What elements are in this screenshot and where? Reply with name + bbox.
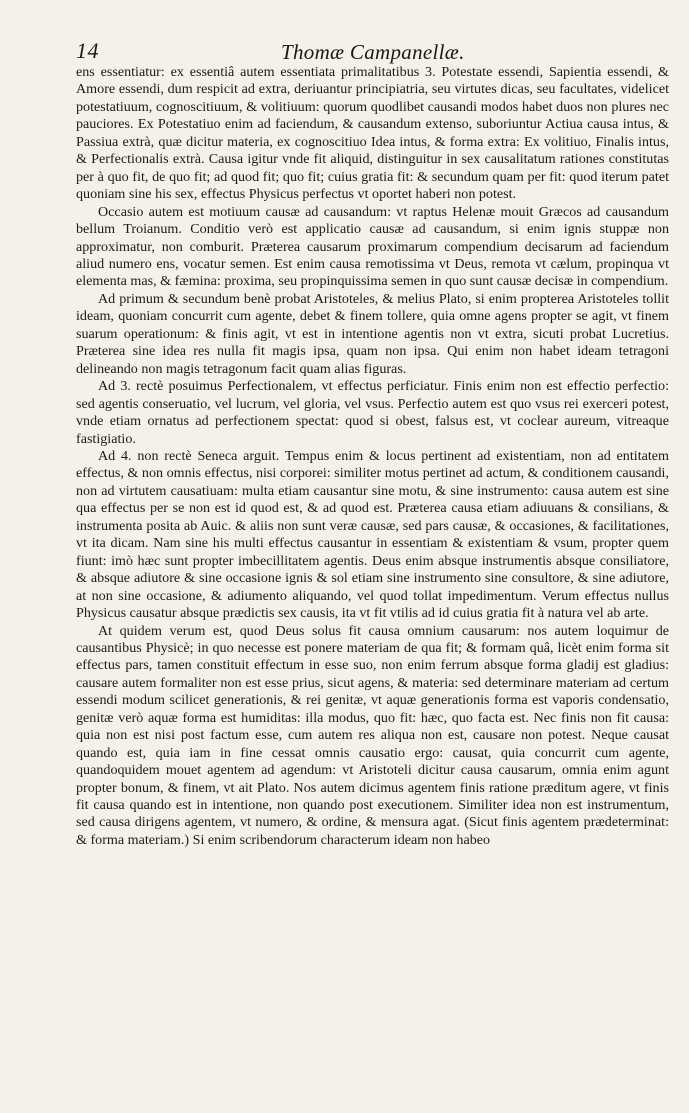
page-header <box>76 30 669 68</box>
paragraph: Occasio autem est motiuum causæ ad causandum: vt raptus Helenæ mouit Græcos ad causandum bellum Troianum. Conditio verò est applicatio causæ ad causandum, si enim ignis stuppæ non approximatur, non comburit. Præterea causarum proximarum compendium decisarum ad faciendum aliud numero ens, vocatur semen. Est enim causa remotissima vt Deus, remota vt cælum, propinqua vt elementa mas, & fæmina: proxima, seu propinquissima semen in quo sunt causæ decisæ in compendium. <box>76 203 669 290</box>
paragraph: Ad 3. rectè posuimus Perfectionalem, vt effectus perficiatur. Finis enim non est effectio perfectio: sed agentis conseruatio, vel lucrum, vel gloria, vel vsus. Perfectio autem est quo vsus rei exerceri potest, vnde etiam ornatus ad perfectionem spectat: quod si obest, falsus est, vt coclear aureum, vitreaque fastigiatio. <box>76 378 669 447</box>
paragraph: Ad primum & secundum benè probat Aristoteles, & melius Plato, si enim propterea Aristoteles tollit ideam, quoniam concurrit cum agente, debet & finem tollere, quia omne agens propter se agit, vt finem suarum operationum: & finis agit, vt est in intentione agentis non vt extra, sicuti probat Lucretius. Præterea sine idea res nulla fit magis ipsa, quam non ipsa. Qui enim non habet ideam tetragoni delineando non magis tetragonum facit quam alias figuras. <box>76 290 669 377</box>
running-head: Thomæ Campanellæ. <box>281 40 465 64</box>
paragraph: ens essentiatur: ex essentiâ autem essentiata primalitatibus 3. Potestate essendi, Sapientia essendi, & Amore essendi, dum respicit ad extra, deriuantur principiatria, seu virtutes dicas, seu facultates, videlicet potestatiuum, cognoscitiuum, & volitiuum: quorum quodlibet causandi modos habet duos non plures nec pauciores. Ex Potestatiuo enim ad faciendum, & causandum extenso, suboriuntur Actiua causa intus, & Passiua extrà, quæ dicitur materia, ex cognoscitiuo Idea intus, & forma extra: Ex volitiuo, Finalis intus, & Perfectionalis extrà. Causa igitur vnde fit aliquid, distinguitur in sex causalitatum rationes constitutas per à quo fit, de quo fit; ad quod fit; quo fit; cuius gratia fit: & secundum quam per fit: quod iterum patet quoniam sine his sex, effectus Physicus perfectus vt oportet haberi non potest. <box>76 64 669 203</box>
page-number: 14 <box>76 38 99 63</box>
paragraph: At quidem verum est, quod Deus solus fit causa omnium causarum: nos autem loquimur de causantibus Physicè; in quo necesse est ponere materiam de qua fit; & formam quâ, licèt enim forma sit effectus pars, tamen constituit effectum in esse suo, non enim ferrum absque forma gladij est gladius: causare autem formaliter non est esse prius, sicut agens, & materia: sed determinare materiam ad certum essendi modum scilicet generationis, & rei genitæ, vt aquæ generationis forma est vaporis condensatio, genitæ verò aquæ forma est humiditas: illa modus, quo fit: hæc, quo facta est. Nec finis non fit causa: quia non est nisi post factum esse, cum autem res aliqua non est, causare non potest. Neque causat quando est, quia iam in fine cessat omnis causatio ergo: causat, quia concurrit cum agente, quandoquidem mouet agentem ad agendum: vt Aristoteli dicitur causa causarum, omnia enim agunt propter bonum, & finem, vt ait Plato. Nos autem dicimus agentem finis ratione præditum agere, vt finis fit causa quando est in intentione, non quando post executionem. Similiter idea non est instrumentum, sed causa dirigens agentem, vt numero, & ordine, & mensura agat. (Sicut finis agentem prædeterminat: & forma materiam.) Si enim scribendorum characterum ideam non habeo <box>76 622 669 848</box>
paragraph: Ad 4. non rectè Seneca arguit. Tempus enim & locus pertinent ad existentiam, non ad entitatem effectus, & non omnis effectus, nisi corporei: similiter motus pertinet ad actum, & conditionem causandi, non ad virtutem causatiuam: multa etiam causantur sine motu, & sine instrumento: causa autem est sine qua effectus per se non est id quod est, & ad quod est. Præterea causa etiam adiuuans & consilians, & instrumenta posita ab Auic. & aliis non sunt veræ causæ, sed pars causæ, & occasiones, & facilitationes, vt ita dicam. Nam sine his multi effectus causantur in essentiam & existentiam & vsum, propter quem fiunt: imò hæc sunt propter imbecillitatem agentis. Deus enim absque instrumentis absque consiliatore, & absque adiutore & sine occasione ignis & sol etiam sine instrumento sine consultore, & sine adiutore, at non sine occasione, & adiumento aliquando, vel quod tollat impedimentum. Verum effectus nullus Physicus causatur absque prædictis sex causis, ita vt fit vtilis ad id cuius gratia fit à natura vel ab arte. <box>76 447 669 622</box>
body-text <box>76 64 669 849</box>
